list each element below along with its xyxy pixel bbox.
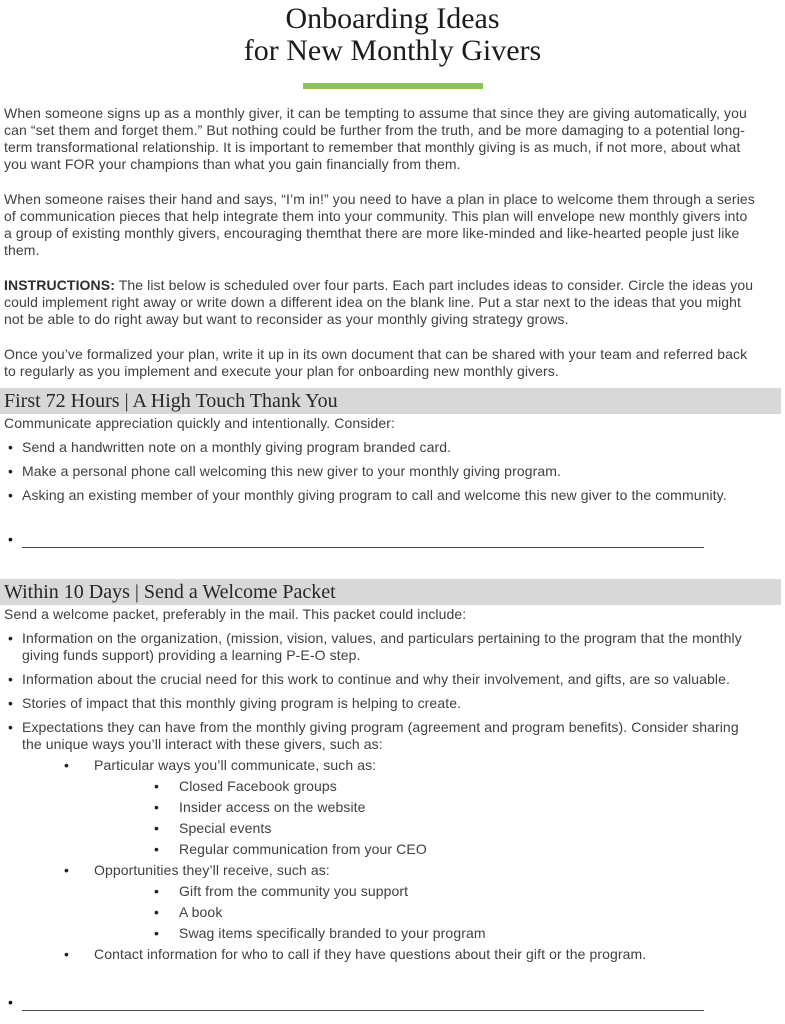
list-item-text: Asking an existing member of your monthly giving program to call and welcome this new giver to the community.	[22, 487, 727, 503]
bullet-icon: •	[64, 757, 70, 773]
list-item	[4, 487, 759, 504]
section-within-10-days	[4, 579, 759, 1011]
section-heading-within-10-days: Within 10 Days | Send a Welcome Packet	[0, 579, 781, 605]
blank-write-in-row	[4, 531, 759, 548]
bullet-icon: •	[154, 904, 160, 920]
bullet-icon: •	[8, 487, 14, 503]
intro-paragraph-2: When someone raises their hand and says, “I’m in!” you need to have a plan in place to welcome them through a series of communication pieces that help integrate them into your community. This plan will envelope new monthly givers into a group of existing monthly givers, encouraging themthat there are more like-minded and like-hearted people just like them.	[4, 191, 755, 258]
list-item-text: Make a personal phone call welcoming this new giver to your monthly giving program.	[22, 463, 562, 479]
list-item	[4, 630, 759, 664]
list-item-text: Opportunities they’ll receive, such as:	[94, 862, 330, 878]
list-item	[4, 820, 759, 837]
bullet-icon: •	[154, 925, 160, 941]
list-item-text: Regular communication from your CEO	[179, 841, 427, 857]
section-heading-first-72-hours: First 72 Hours | A High Touch Thank You	[0, 388, 781, 414]
bullet-icon: •	[64, 862, 70, 878]
list-item-text: Gift from the community you support	[179, 883, 409, 899]
bullet-icon: •	[154, 883, 160, 899]
list-item	[4, 946, 759, 963]
list-item-text: Contact information for who to call if they have questions about their gift or the program.	[94, 946, 647, 962]
list-item	[4, 671, 759, 688]
list-item	[4, 778, 759, 795]
bullet-icon: •	[154, 841, 160, 857]
bullet-icon: •	[8, 719, 14, 735]
instructions-text: The list below is scheduled over four parts. Each part includes ideas to consider. Circle the ideas you could implement right away or write down a different idea on the blank line. Put a star next to the ideas that you might not be able to do right away but want to reconsider as your monthly giving strategy grows.	[4, 277, 754, 327]
list-item-text: Special events	[179, 820, 272, 836]
bullet-icon: •	[8, 630, 14, 646]
list-item	[4, 439, 759, 456]
bullet-icon: •	[8, 994, 14, 1010]
bullet-icon: •	[154, 820, 160, 836]
bullet-icon: •	[154, 799, 160, 815]
list-item	[4, 757, 759, 774]
list-item	[4, 883, 759, 900]
blank-write-in-line	[22, 997, 704, 1011]
list-item-text: Closed Facebook groups	[179, 778, 337, 794]
page-title-line2: for New Monthly Givers	[243, 34, 542, 67]
list-item-text: Stories of impact that this monthly giving program is helping to create.	[22, 695, 462, 711]
list-item-text: Particular ways you’ll communicate, such as:	[94, 757, 377, 773]
title-divider-rule	[303, 83, 483, 89]
list-item-text: Information about the crucial need for this work to continue and why their involvement, and gifts, are so valuable.	[22, 671, 730, 687]
section2-intro: Send a welcome packet, preferably in the mail. This packet could include:	[4, 606, 467, 622]
document-body	[0, 105, 785, 1011]
list-item	[4, 862, 759, 879]
list-item	[4, 925, 759, 942]
list-item	[4, 841, 759, 858]
nested-list	[4, 757, 759, 963]
bullet-icon: •	[8, 671, 14, 687]
bullet-icon: •	[8, 439, 14, 455]
list-item-text: Send a handwritten note on a monthly giving program branded card.	[22, 439, 452, 455]
bullet-icon: •	[8, 695, 14, 711]
section1-intro: Communicate appreciation quickly and intentionally. Consider:	[4, 415, 396, 431]
intro-paragraph-1: When someone signs up as a monthly giver, it can be tempting to assume that since they are giving automatically, you can “set them and forget them.” But nothing could be further from the truth, and be more damaging to a potential long-term transformational relationship. It is important to remember that monthly giving is as much, if not more, about what you want FOR your champions than what you gain financially from them.	[4, 105, 747, 172]
list-item	[4, 695, 759, 712]
bullet-icon: •	[8, 531, 14, 547]
list-item	[4, 463, 759, 480]
bullet-icon: •	[64, 946, 70, 962]
list-item-text: Swag items specifically branded to your program	[179, 925, 486, 941]
blank-write-in-line	[22, 534, 704, 548]
list-item-text: A book	[179, 904, 223, 920]
bullet-icon: •	[8, 463, 14, 479]
intro-paragraph-4: Once you’ve formalized your plan, write it up in its own document that can be shared with your team and referred back to regularly as you implement and execute your plan for onboarding new monthly givers.	[4, 346, 748, 379]
list-item-text: Expectations they can have from the monthly giving program (agreement and program benefits). Consider sharing the unique ways you’ll interact with these givers, such as:	[22, 719, 739, 752]
list-item-text: Insider access on the website	[179, 799, 366, 815]
list-item	[4, 904, 759, 921]
list-item-text: Information on the organization, (mission, vision, values, and particulars pertaining to the program that the monthly giving funds support) providing a learning P-E-O step.	[22, 630, 742, 663]
list-item	[4, 719, 759, 753]
page-title-line1: Onboarding Ideas	[285, 2, 500, 35]
list-item	[4, 799, 759, 816]
blank-write-in-row	[4, 994, 759, 1011]
instructions-paragraph	[4, 277, 759, 328]
bullet-icon: •	[154, 778, 160, 794]
page-title	[0, 3, 785, 67]
instructions-label: INSTRUCTIONS:	[4, 277, 115, 293]
